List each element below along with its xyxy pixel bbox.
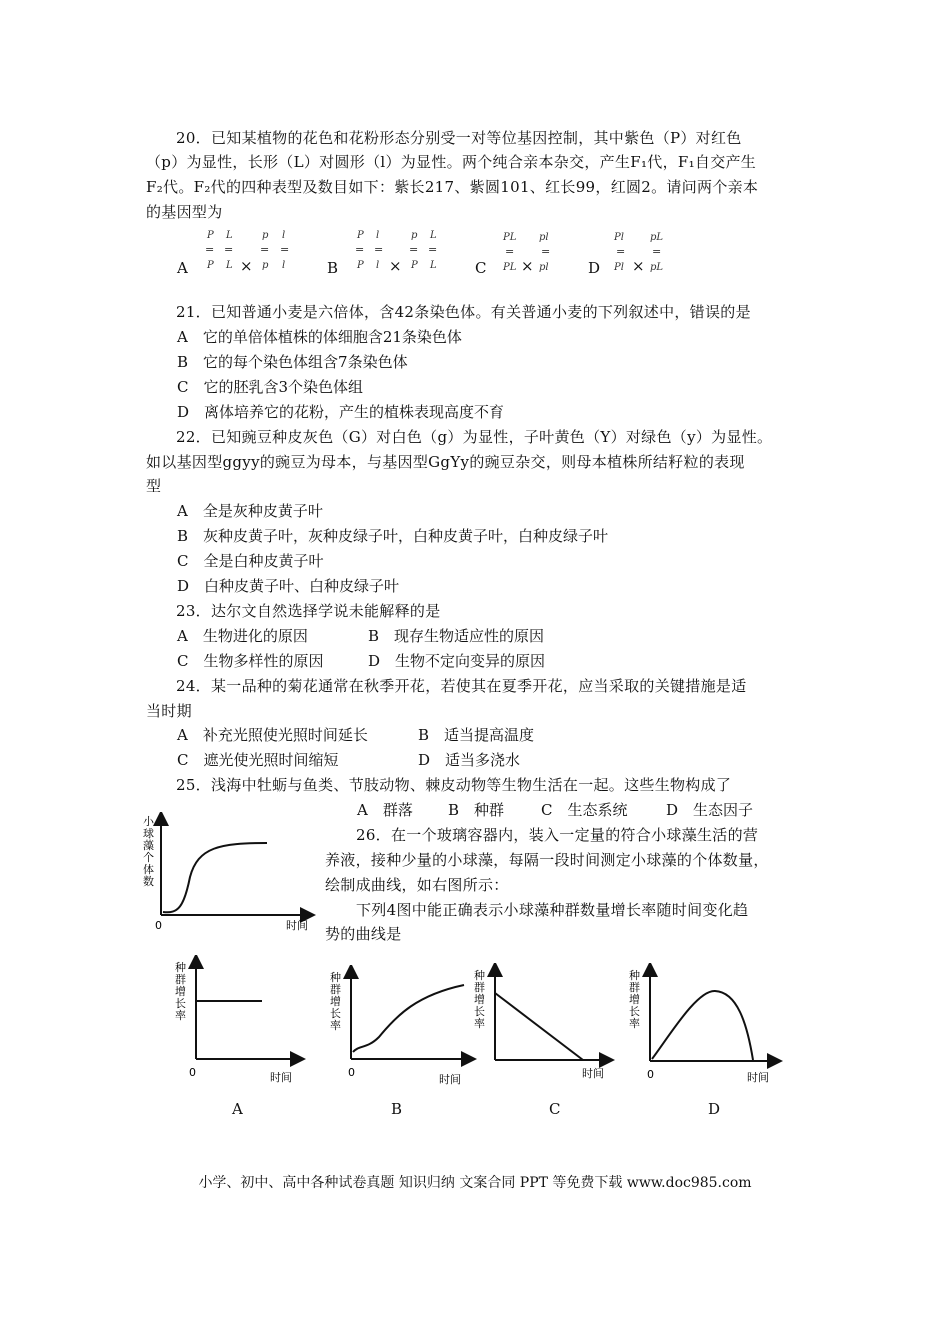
q25-option-d: D 生态因子	[666, 801, 754, 819]
q22-option-b: B 灰种皮黄子叶，灰种皮绿子叶，白种皮黄子叶，白种皮绿子叶	[177, 527, 609, 545]
q24-option-d: D 适当多浇水	[418, 751, 521, 769]
q25-option-a: A 群落	[357, 801, 413, 819]
y-label-char: 小	[143, 815, 154, 828]
cross-sign: ×	[240, 257, 253, 275]
y-label-char: 种	[474, 969, 485, 982]
rising-curve	[353, 985, 464, 1052]
q20-option-letter: C	[475, 259, 487, 277]
q24-line-1: 24．某一品种的菊花通常在秋季开花，若使其在夏季开花，应当采取的关键措施是适	[176, 677, 747, 695]
y-label-char: 种	[629, 969, 640, 982]
q20-line-3: F₂代。F₂代的四种表型及数目如下：紫长217、紫圆101、红长99，红圆2。请问两个亲本	[146, 178, 759, 196]
s-curve	[163, 843, 267, 912]
gene-bottom: P	[357, 260, 364, 271]
equals-sign: =	[374, 243, 384, 256]
q22-line-1: 22．已知豌豆种皮灰色（G）对白色（g）为显性，子叶黄色（Y）对绿色（y）为显性。	[176, 428, 773, 446]
q21-stem: 21．已知普通小麦是六倍体，含42条染色体。有关普通小麦的下列叙述中，错误的是	[176, 303, 751, 321]
q22-line-2: 如以基因型ggyy的豌豆为母本，与基因型GgYy的豌豆杂交，则母本植株所结籽粒的表现	[146, 453, 745, 471]
q25-option-c: C 生态系统	[541, 801, 628, 819]
q25-stem: 25．浅海中牡蛎与鱼类、节肢动物、棘皮动物等生物生活在一起。这些生物构成了	[176, 776, 732, 794]
chart-label-b: B	[391, 1100, 403, 1118]
gene-top: pL	[650, 232, 664, 243]
option-chart-d	[625, 963, 785, 1093]
equals-sign: =	[616, 245, 626, 258]
gene-bottom: l	[376, 260, 380, 271]
equals-sign: =	[355, 243, 365, 256]
option-chart-a	[170, 955, 310, 1085]
q26-line-5: 势的曲线是	[325, 925, 402, 943]
q26-line-1: 26．在一个玻璃容器内，装入一定量的符合小球藻生活的营	[356, 826, 759, 844]
equals-sign: =	[428, 243, 438, 256]
q20-line-2: （p）为显性，长形（L）对圆形（l）为显性。两个纯合亲本杂交，产生F₁代，F₁自交产生	[146, 153, 757, 171]
bell-curve	[652, 991, 753, 1060]
gene-top: PL	[503, 232, 517, 243]
q22-line-3: 型	[146, 477, 162, 495]
y-label-char: 体	[143, 863, 154, 876]
y-label-char: 长	[330, 1007, 341, 1020]
y-label-char: 群	[330, 983, 341, 996]
gene-top: l	[376, 230, 380, 241]
page-footer: 小学、初中、高中各种试卷真题 知识归纳 文案合同 PPT 等免费下载 www.doc985.com	[198, 1175, 752, 1191]
q24-option-b: B 适当提高温度	[418, 726, 535, 744]
x-axis-label: 时间	[582, 1067, 604, 1080]
y-label-char: 长	[175, 997, 186, 1010]
y-label-char: 群	[629, 981, 640, 994]
q24-option-c: C 遮光使光照时间缩短	[177, 751, 339, 769]
x-axis-label: 时间	[286, 919, 308, 932]
chart-label-a: A	[232, 1100, 243, 1118]
cross-sign: ×	[389, 257, 402, 275]
q21-option-c: C 它的胚乳含3个染色体组	[177, 378, 364, 396]
q23-option-a: A 生物进化的原因	[177, 627, 308, 645]
option-chart-c	[470, 963, 620, 1093]
q20-option-letter: A	[177, 259, 188, 277]
gene-bottom: L	[226, 260, 233, 271]
x-axis-label: 时间	[747, 1071, 769, 1084]
gene-bottom: pl	[539, 262, 549, 273]
x-axis-label: 时间	[270, 1071, 292, 1084]
cross-sign: ×	[521, 257, 534, 275]
q21-option-a: A 它的单倍体植株的体细胞含21条染色体	[177, 328, 462, 346]
gene-bottom: p	[262, 260, 269, 271]
equals-sign: =	[224, 243, 234, 256]
equals-sign: =	[505, 245, 515, 258]
y-label-char: 个	[143, 851, 154, 864]
gene-top: l	[282, 230, 286, 241]
origin-label: 0	[189, 1066, 196, 1079]
gene-top: p	[262, 230, 269, 241]
y-label-char: 率	[330, 1019, 341, 1032]
equals-sign: =	[409, 243, 419, 256]
y-label-char: 增	[330, 995, 341, 1008]
gene-bottom: pL	[650, 262, 664, 273]
y-label-char: 增	[474, 993, 485, 1006]
y-label-char: 群	[175, 973, 186, 986]
q22-option-d: D 白种皮黄子叶、白种皮绿子叶	[177, 577, 400, 595]
q23-stem: 23．达尔文自然选择学说未能解释的是	[176, 602, 441, 620]
gene-top: Pl	[614, 232, 624, 243]
main-population-chart	[140, 812, 320, 937]
q20-line-1: 20．已知某植物的花色和花粉形态分别受一对等位基因控制，其中紫色（P）对红色	[176, 129, 742, 147]
y-label-char: 率	[175, 1009, 186, 1022]
equals-sign: =	[652, 245, 662, 258]
q26-line-3: 绘制成曲线，如右图所示：	[325, 876, 509, 894]
q25-option-b: B 种群	[448, 801, 505, 819]
equals-sign: =	[280, 243, 290, 256]
x-axis-label: 时间	[439, 1073, 461, 1086]
gene-top: p	[411, 230, 418, 241]
gene-bottom: P	[207, 260, 214, 271]
q22-option-c: C 全是白种皮黄子叶	[177, 552, 324, 570]
origin-label: 0	[348, 1066, 355, 1079]
y-label-char: 球	[143, 827, 154, 840]
chart-label-c: C	[549, 1100, 561, 1118]
gene-bottom: Pl	[614, 262, 624, 273]
equals-sign: =	[260, 243, 270, 256]
q23-option-b: B 现存生物适应性的原因	[368, 627, 545, 645]
y-label-char: 种	[175, 961, 186, 974]
y-label-char: 长	[474, 1005, 485, 1018]
origin-label: 0	[647, 1068, 654, 1081]
equals-sign: =	[541, 245, 551, 258]
gene-top: L	[226, 230, 233, 241]
q20-option-letter: D	[588, 259, 601, 277]
q20-option-letter: B	[327, 259, 339, 277]
q26-line-2: 养液，接种少量的小球藻，每隔一段时间测定小球藻的个体数量，	[325, 851, 769, 869]
q26-line-4: 下列4图中能正确表示小球藻种群数量增长率随时间变化趋	[356, 901, 749, 919]
gene-bottom: PL	[503, 262, 517, 273]
y-label-char: 群	[474, 981, 485, 994]
chart-label-d: D	[708, 1100, 721, 1118]
gene-top: L	[430, 230, 437, 241]
y-label-char: 长	[629, 1005, 640, 1018]
q21-option-b: B 它的每个染色体组含7条染色体	[177, 353, 408, 371]
origin-label: 0	[155, 919, 162, 932]
gene-bottom: L	[430, 260, 437, 271]
gene-top: P	[357, 230, 364, 241]
y-label-char: 藻	[143, 839, 154, 852]
y-label-char: 增	[629, 993, 640, 1006]
q23-option-c: C 生物多样性的原因	[177, 652, 324, 670]
y-label-char: 数	[143, 875, 154, 888]
y-label-char: 率	[474, 1017, 485, 1030]
decreasing-line	[495, 993, 583, 1060]
cross-sign: ×	[632, 257, 645, 275]
q20-line-4: 的基因型为	[146, 203, 223, 221]
option-chart-b	[327, 965, 477, 1095]
y-label-char: 种	[330, 971, 341, 984]
q23-option-d: D 生物不定向变异的原因	[368, 652, 546, 670]
q21-option-d: D 离体培养它的花粉，产生的植株表现高度不育	[177, 403, 505, 421]
gene-top: P	[207, 230, 214, 241]
q22-option-a: A 全是灰种皮黄子叶	[177, 502, 323, 520]
equals-sign: =	[205, 243, 215, 256]
gene-top: pl	[539, 232, 549, 243]
gene-bottom: P	[411, 260, 418, 271]
y-label-char: 增	[175, 985, 186, 998]
gene-bottom: l	[282, 260, 286, 271]
q24-option-a: A 补充光照使光照时间延长	[177, 726, 368, 744]
q24-line-2: 当时期	[146, 702, 192, 720]
y-label-char: 率	[629, 1017, 640, 1030]
